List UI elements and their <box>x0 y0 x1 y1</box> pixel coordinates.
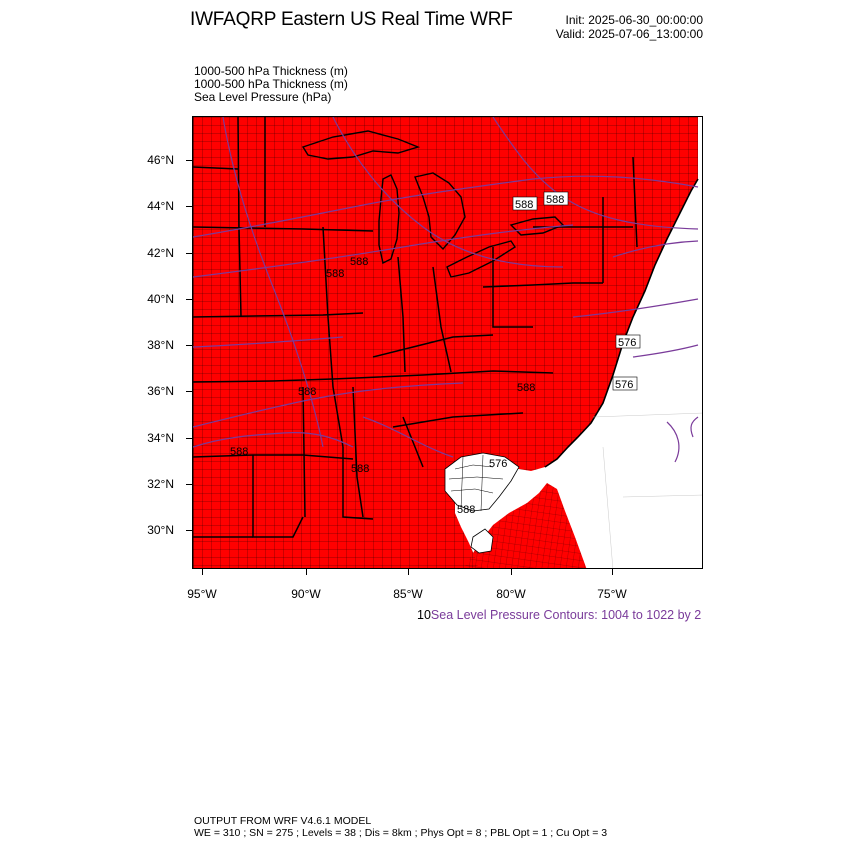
footer-config: WE = 310 ; SN = 275 ; Levels = 38 ; Dis = 8km ; Phys Opt = 8 ; PBL Opt = 1 ; Cu Opt = 3 <box>194 827 608 839</box>
contour-label: 576 <box>489 458 508 470</box>
contour-label: 588 <box>546 194 565 206</box>
run-times <box>556 13 703 41</box>
lon-label: 85°W <box>393 587 423 601</box>
contour-label: 588 <box>457 504 476 516</box>
contour-label: 588 <box>230 446 249 458</box>
footer-model: OUTPUT FROM WRF V4.6.1 MODEL <box>194 815 372 827</box>
field-list <box>194 65 348 104</box>
contour-label: 588 <box>326 268 345 280</box>
lat-label: 36°N <box>147 384 174 398</box>
model-footer <box>194 815 607 839</box>
lon-label: 75°W <box>597 587 627 601</box>
contour-label: 588 <box>351 463 370 475</box>
lon-label: 90°W <box>291 587 321 601</box>
lat-label: 42°N <box>147 246 174 260</box>
field-thickness-1: 1000-500 hPa Thickness (m) <box>194 64 348 78</box>
legend-slp: Sea Level Pressure Contours: 1004 to 1022 by 2 <box>430 608 702 622</box>
valid-time: Valid: 2025-07-06_13:00:00 <box>555 27 703 41</box>
lat-label: 40°N <box>147 292 174 306</box>
lat-label: 38°N <box>147 338 174 352</box>
lat-label: 30°N <box>147 523 174 537</box>
lat-label: 32°N <box>147 477 174 491</box>
init-time: Init: 2025-06-30_00:00:00 <box>565 13 703 27</box>
contour-label: 588 <box>517 382 536 394</box>
lon-label: 95°W <box>187 587 217 601</box>
contour-label: 588 <box>350 256 369 268</box>
lon-label: 80°W <box>496 587 526 601</box>
contour-label: 576 <box>615 379 634 391</box>
contour-label: 588 <box>515 199 534 211</box>
lat-label: 44°N <box>147 199 174 213</box>
map-canvas <box>193 117 703 569</box>
plot-title: IWFAQRP Eastern US Real Time WRF <box>190 9 513 30</box>
contour-label: 576 <box>618 337 637 349</box>
slp-legend <box>417 608 701 622</box>
field-slp: Sea Level Pressure (hPa) <box>194 90 332 104</box>
field-thickness-2: 1000-500 hPa Thickness (m) <box>194 77 348 91</box>
legend-lead: 10 <box>417 608 431 622</box>
map-panel <box>192 116 703 569</box>
lat-label: 46°N <box>147 153 174 167</box>
lat-label: 34°N <box>147 431 174 445</box>
contour-label: 588 <box>298 386 317 398</box>
